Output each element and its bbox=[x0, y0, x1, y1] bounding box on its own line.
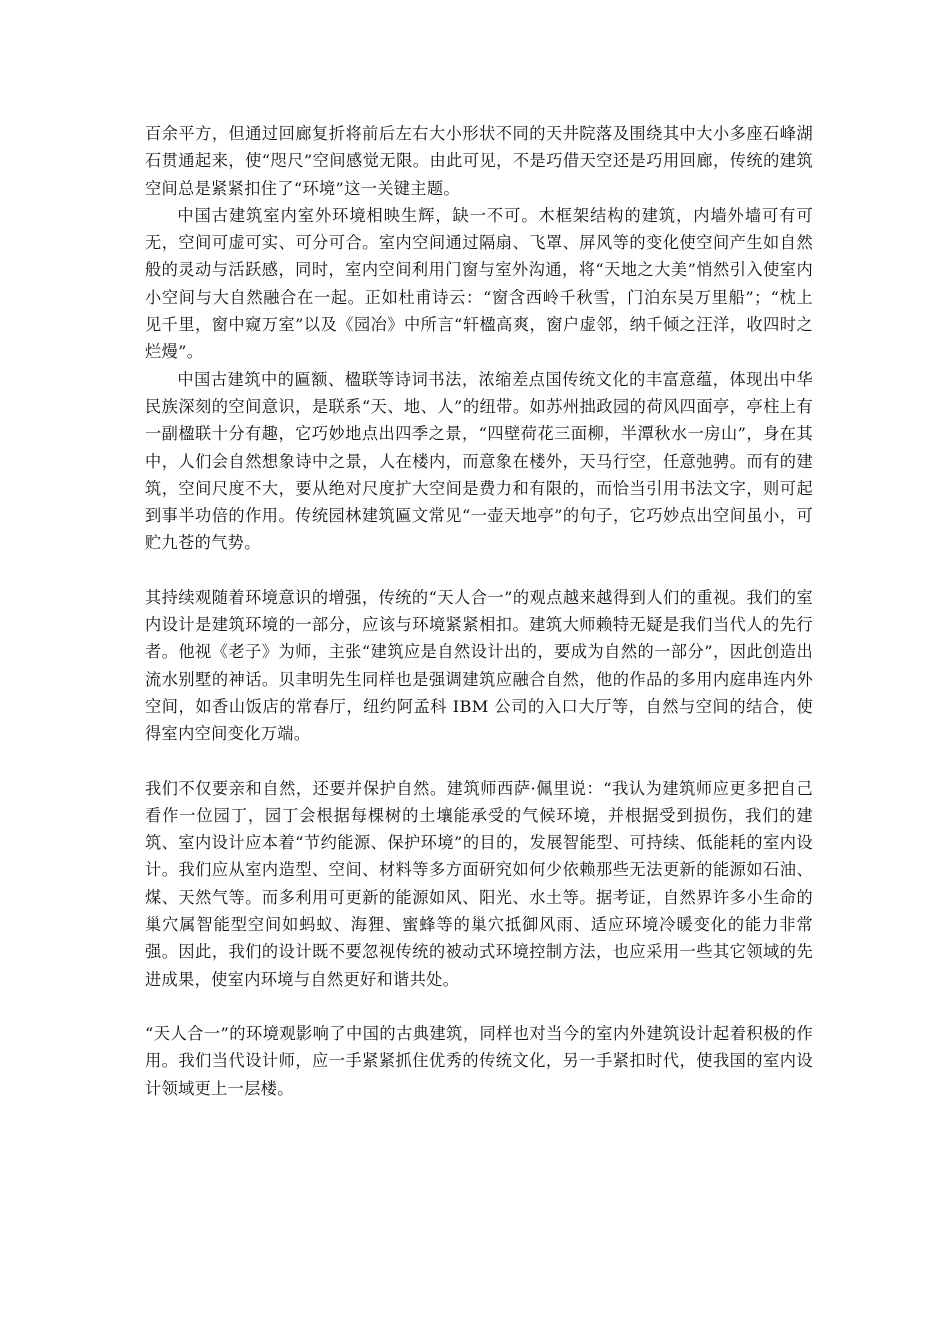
paragraph-indoor-outdoor: 中国古建筑室内室外环境相映生辉，缺一不可。木框架结构的建筑，内墙外墙可有可无，空间可虚可实、可分可合。室内空间通过隔扇、飞罩、屏风等的变化使空间产生如自然般的灵动与活跃感，同时，室内空间利用门窗与室外沟通，将“天地之大美”悄然引入使室内小空间与大自然融合在一起。正如杜甫诗云：“窗含西岭千秋雪，门泊东吴万里船”；“枕上见千里，窗中窥万室”以及《园冶》中所言“轩楹高爽，窗户虚邻，纳千倾之汪洋，收四时之烂熳”。 bbox=[145, 205, 813, 362]
watermark bbox=[728, 1290, 908, 1330]
paragraph-continued: 百余平方，但通过回廊复折将前后左右大小形状不同的天井院落及围绕其中大小多座石峰湖石贯通起来，使“咫尺”空间感觉无限。由此可见，不是巧借天空还是巧用回廊，传统的建筑空间总是紧紧扣住了“环境”这一关键主题。 bbox=[145, 124, 813, 198]
paragraph-calligraphy: 中国古建筑中的匾额、楹联等诗词书法，浓缩差点国传统文化的丰富意蕴，体现出中华民族深刻的空间意识，是联系“天、地、人”的纽带。如苏州拙政园的荷风四面亭，亭柱上有一副楹联十分有趣，它巧妙地点出四季之景，“四壁荷花三面柳，半潭秋水一房山”，身在其中，人们会自然想象诗中之景，人在楼内，而意象在楼外，天马行空，任意弛骋。而有的建筑，空间尺度不大，要从绝对尺度扩大空间是费力和有限的，而恰当引用书法文字，则可起到事半功倍的作用。传统园林建筑匾文常见“一壶天地亭”的句子，它巧妙点出空间虽小，可贮九苍的气势。 bbox=[145, 369, 813, 553]
paragraph-harmony: 其持续观随着环境意识的增强，传统的“天人合一”的观点越来越得到人们的重视。我们的室内设计是建筑环境的一部分，应该与环境紧紧相扣。建筑大师赖特无疑是我们当代人的先行者。他视《老子》为师，主张“建筑应是自然设计出的，要成为自然的一部分”，因此创造出流水别墅的神话。贝聿明先生同样也是强调建筑应融合自然，他的作品的多用内庭串连内外空间，如香山饭店的常春厅，纽约阿孟科 IBM 公司的入口大厅等，自然与空间的结合，使得室内空间变化万端。 bbox=[145, 587, 813, 744]
document-body bbox=[145, 120, 813, 1102]
paragraph-conclusion: “天人合一”的环境观影响了中国的古典建筑，同样也对当今的室内外建筑设计起着积极的作用。我们当代设计师，应一手紧紧抓住优秀的传统文化，另一手紧扣时代，使我国的室内设计领域更上一层楼。 bbox=[145, 1023, 813, 1098]
paragraph-protect-nature: 我们不仅要亲和自然，还要并保护自然。建筑师西萨·佩里说：“我认为建筑师应更多把自己看作一位园丁，园丁会根据每棵树的土壤能承受的气候环境，并根据受到损伤，我们的建筑、室内设计应本着“节约能源、保护环境”的目的，发展智能型、可持续、低能耗的室内设计。我们应从室内造型、空间、材料等多方面研究如何少依赖那些无法更新的能源如石油、煤、天然气等。而多利用可更新的能源如风、阳光、水土等。据考证，自然界许多小生命的巢穴属智能型空间如蚂蚁、海狸、蜜蜂等的巢穴抵御风雨、适应环境冷暖变化的能力非常强。因此，我们的设计既不要忽视传统的被动式环境控制方法，也应采用一些其它领域的先进成果，使室内环境与自然更好和谐共处。 bbox=[145, 778, 813, 989]
